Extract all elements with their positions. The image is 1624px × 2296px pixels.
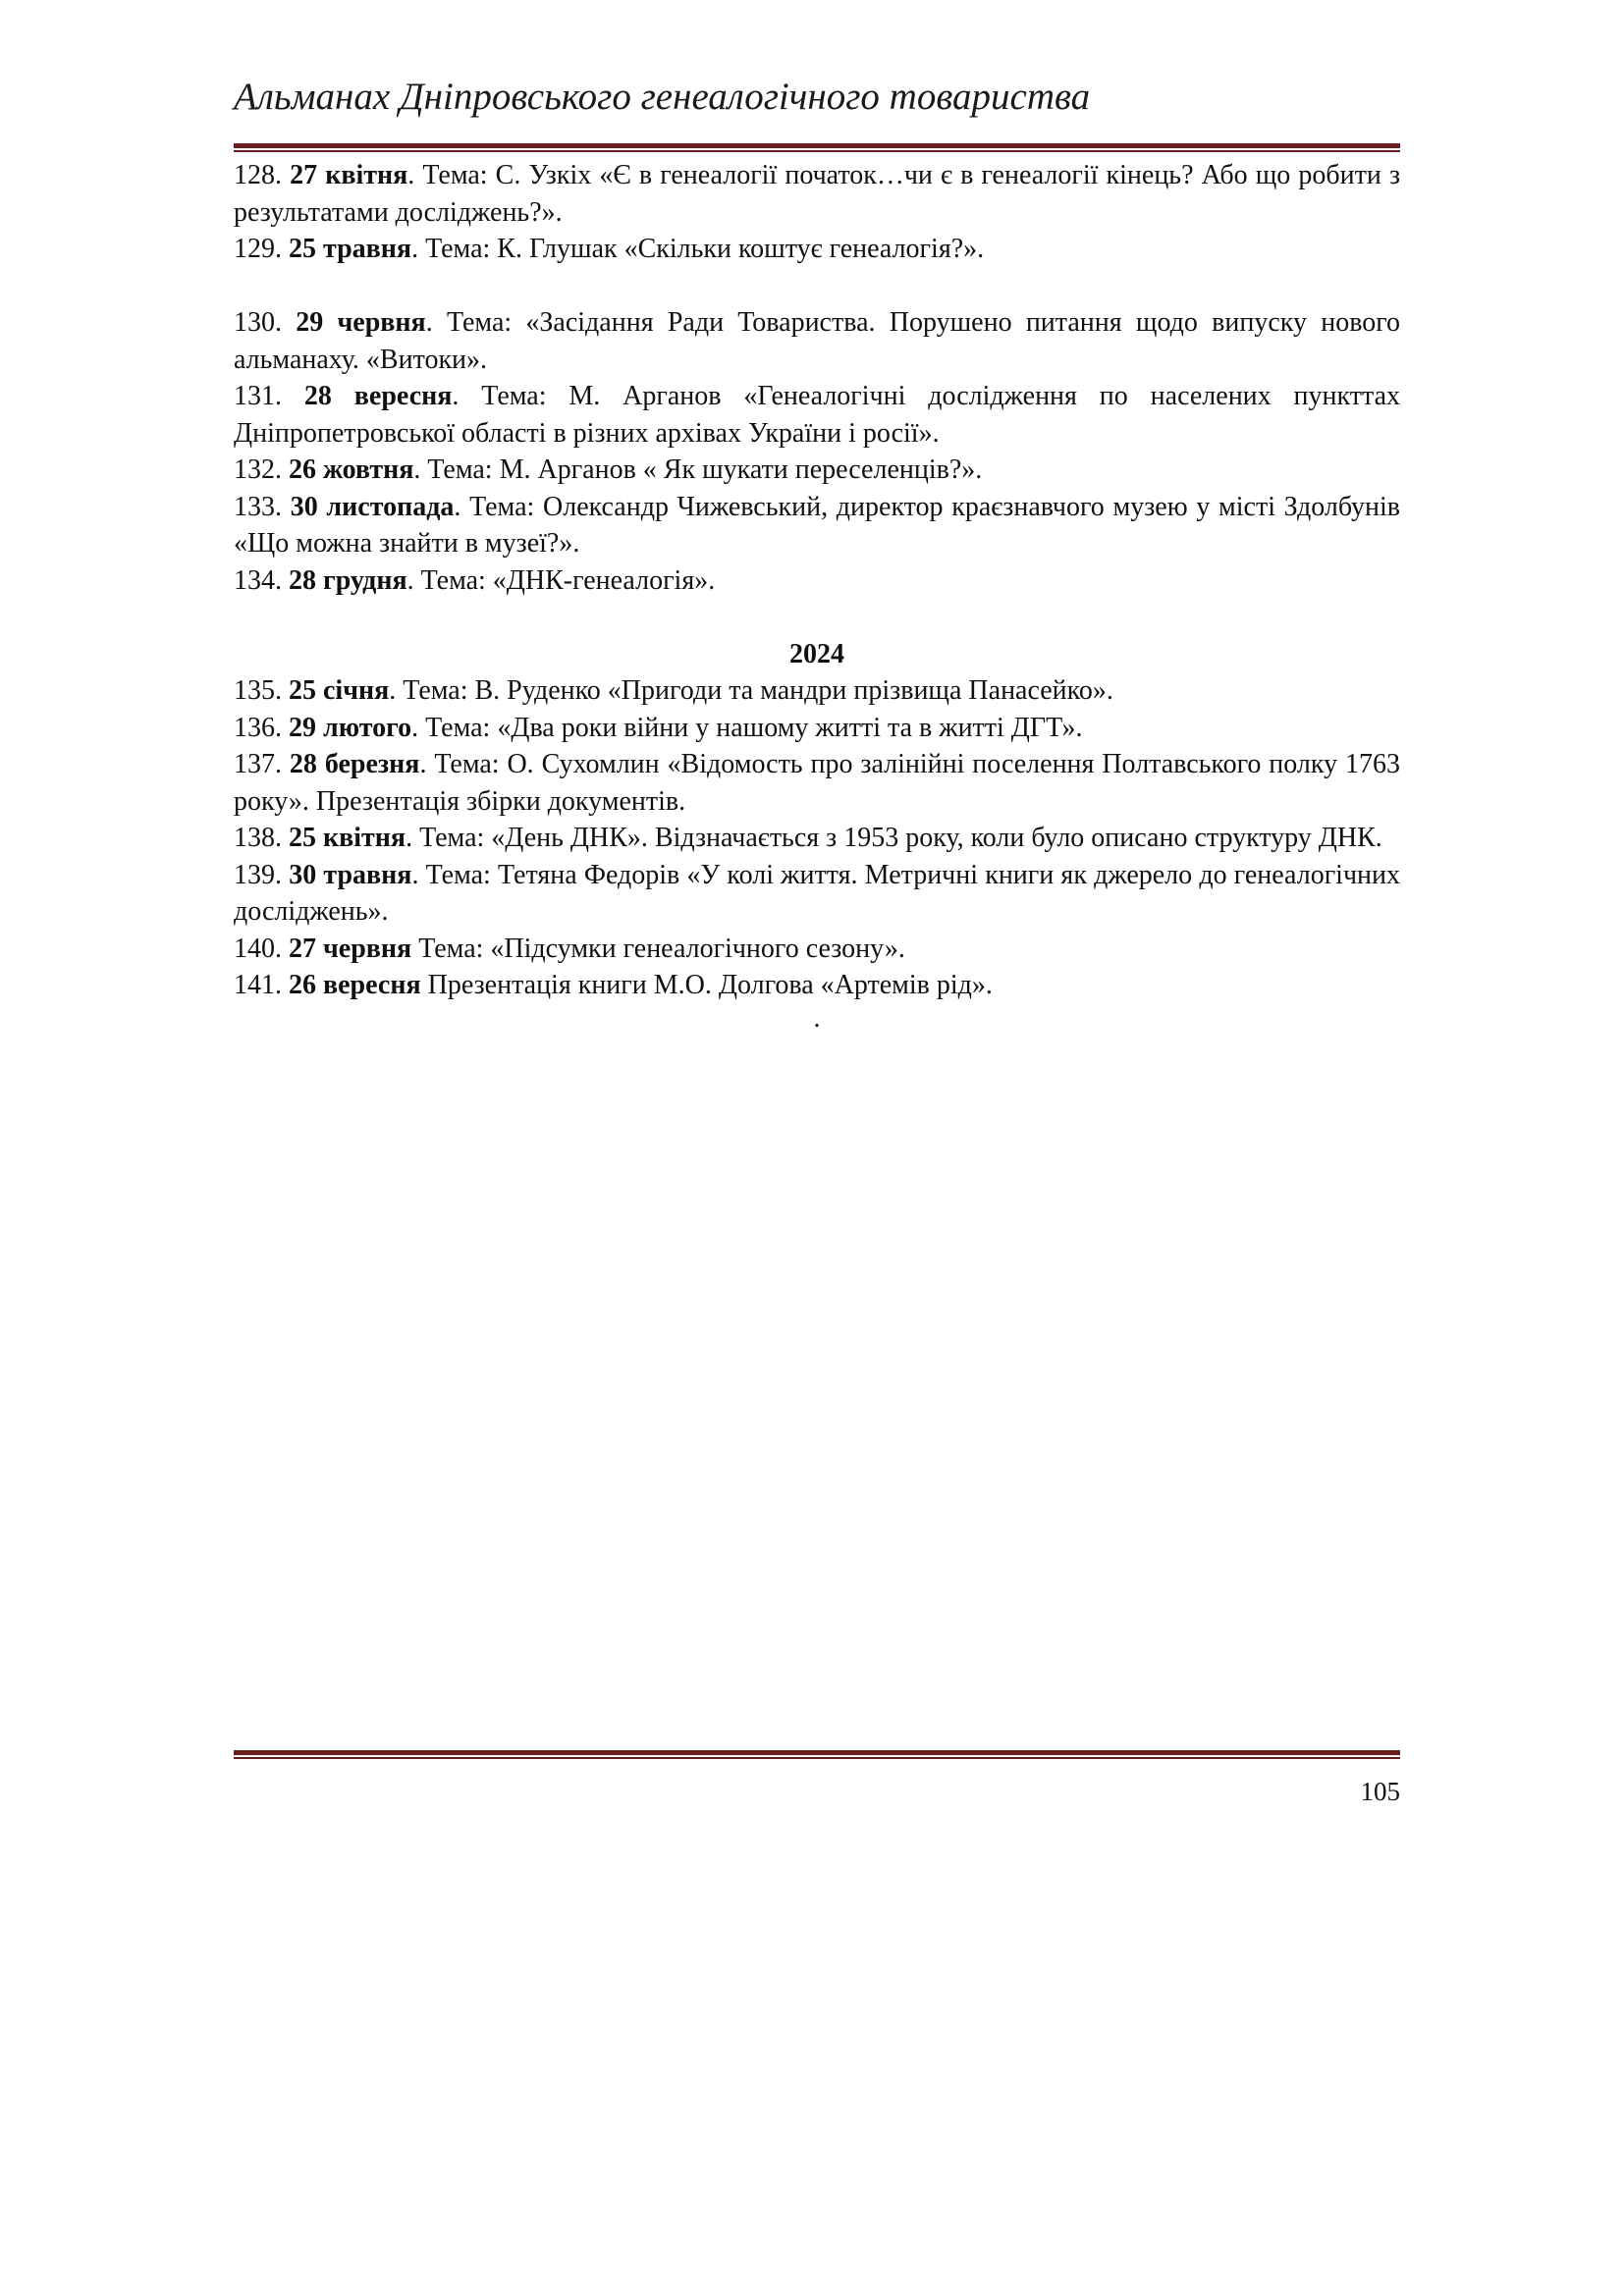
page-number: 105	[1360, 1777, 1400, 1806]
running-header-title: Альманах Дніпровського генеалогічного товариства	[234, 76, 1091, 118]
page-body	[234, 157, 1400, 1034]
trailing-mark: .	[813, 1002, 821, 1034]
list-item: 132. 26 жовтня. Тема: М. Арганов « Як шукати переселенців?».	[234, 454, 983, 485]
list-item: 128. 27 квітня. Тема: С. Узкіх «Є в генеалогії початок…чи є в генеалогії кінець? Або що робити з результатами досліджень?».	[234, 160, 1401, 228]
list-item: 136. 29 лютого. Тема: «Два роки війни у нашому житті та в житті ДГТ».	[234, 712, 1083, 743]
list-item: 134. 28 грудня. Тема: «ДНК-генеалогія».	[234, 564, 716, 596]
list-item: 139. 30 травня. Тема: Тетяна Федорів «У колі життя. Метричні книги як джерело до генеалогічних досліджень».	[234, 859, 1401, 927]
paragraph-spacer	[234, 599, 1400, 636]
list-item: 130. 29 червня. Тема: «Засідання Ради Товариства. Порушено питання щодо випуску нового альманаху. «Витоки».	[234, 307, 1401, 375]
list-item: 131. 28 вересня. Тема: М. Арганов «Генеалогічні дослідження по населених пункттах Дніпропетровської області в різних архівах України і росії».	[234, 381, 1400, 449]
header-rule	[234, 143, 1400, 152]
year-heading: 2024	[789, 638, 844, 669]
list-item: 137. 28 березня. Тема: О. Сухомлин «Відомость про залінійні поселення Полтавського полку 1763 року». Презентація збірки документів.	[234, 749, 1401, 817]
list-item: 138. 25 квітня. Тема: «День ДНК». Відзначається з 1953 року, коли було описано структуру ДНК.	[234, 823, 1382, 853]
list-item: 129. 25 травня. Тема: К. Глушак «Скільки коштує генеалогія?».	[234, 234, 985, 264]
list-item: 135. 25 січня. Тема: В. Руденко «Пригоди та мандри прізвища Панасейко».	[234, 675, 1113, 706]
paragraph-spacer	[234, 268, 1400, 305]
list-item: 133. 30 листопада. Тема: Олександр Чижевський, директор краєзнавчого музею у місті Здолбунів «Що можна знайти в музеї?».	[234, 491, 1401, 559]
list-item: 141. 26 вересня Презентація книги М.О. Долгова «Артемів рід».	[234, 970, 993, 1000]
list-item: 140. 27 червня Тема: «Підсумки генеалогічного сезону».	[234, 933, 905, 964]
footer-rule	[234, 1750, 1400, 1759]
